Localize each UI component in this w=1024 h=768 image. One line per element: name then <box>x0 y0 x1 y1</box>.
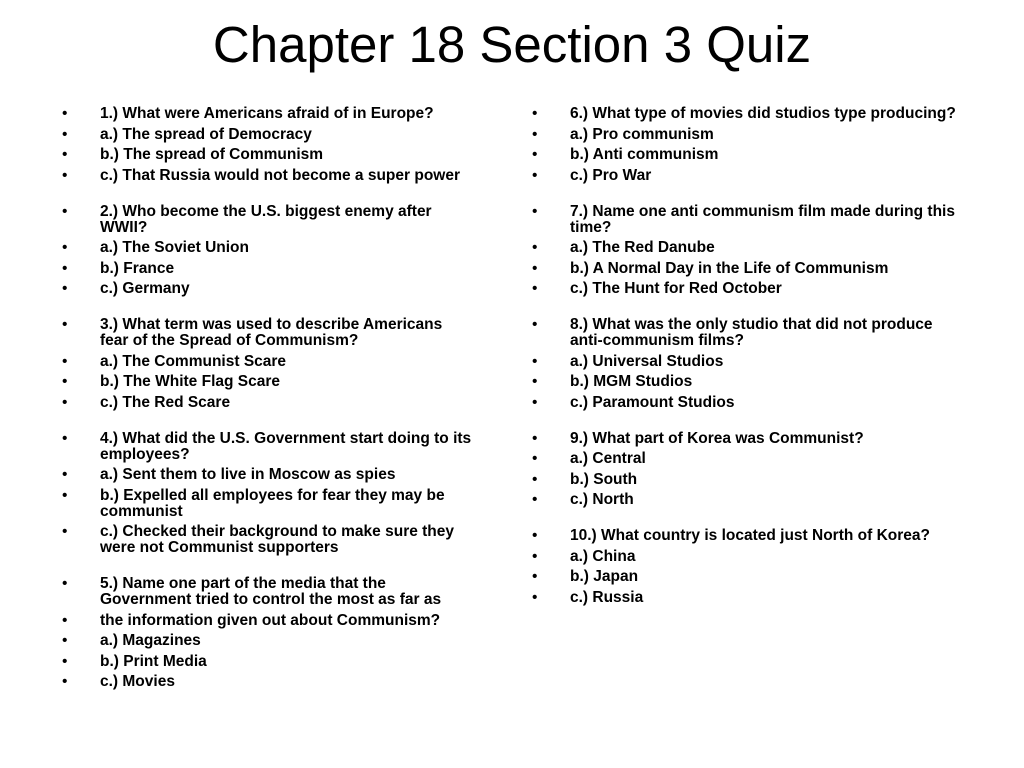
answer-option: • a.) The Red Danube <box>532 240 962 256</box>
answer-option: • c.) Paramount Studios <box>532 395 962 411</box>
answer-option: • c.) That Russia would not become a super power <box>62 168 472 184</box>
answer-option: • c.) Pro War <box>532 168 962 184</box>
question-4: • 4.) What did the U.S. Government start doing to its employees? <box>62 431 472 463</box>
answer-option: • b.) Japan <box>532 569 962 585</box>
question-group-5 <box>62 576 472 690</box>
answer-option: • a.) China <box>532 549 962 565</box>
answer-option: • a.) Central <box>532 451 962 467</box>
answer-option: • b.) A Normal Day in the Life of Communism <box>532 261 962 277</box>
answer-option: • a.) The Soviet Union <box>62 240 472 256</box>
answer-option: • a.) Pro communism <box>532 127 962 143</box>
question-group-9 <box>532 431 962 509</box>
answer-option: • c.) Russia <box>532 590 962 606</box>
answer-option: • c.) North <box>532 492 962 508</box>
answer-option: • b.) South <box>532 472 962 488</box>
right-question-column <box>532 106 962 626</box>
question-7: • 7.) Name one anti communism film made during this time? <box>532 204 962 236</box>
answer-option: • c.) Checked their background to make sure they were not Communist supporters <box>62 524 472 556</box>
question-group-4 <box>62 431 472 557</box>
answer-option: • c.) The Red Scare <box>62 395 472 411</box>
question-group-3 <box>62 317 472 411</box>
question-10: • 10.) What country is located just North of Korea? <box>532 528 962 544</box>
answer-option: • b.) The White Flag Scare <box>62 374 472 390</box>
answer-option: • b.) Print Media <box>62 654 472 670</box>
question-9: • 9.) What part of Korea was Communist? <box>532 431 962 447</box>
question-2: • 2.) Who become the U.S. biggest enemy after WWII? <box>62 204 472 236</box>
question-group-8 <box>532 317 962 411</box>
answer-option: • b.) The spread of Communism <box>62 147 472 163</box>
question-group-7 <box>532 204 962 298</box>
answer-option: • a.) The Communist Scare <box>62 354 472 370</box>
question-group-1 <box>62 106 472 184</box>
question-group-6 <box>532 106 962 184</box>
answer-option: • a.) Sent them to live in Moscow as spies <box>62 467 472 483</box>
question-3: • 3.) What term was used to describe Americans fear of the Spread of Communism? <box>62 317 472 349</box>
answer-option: • b.) Expelled all employees for fear they may be communist <box>62 488 472 520</box>
answer-option: • a.) The spread of Democracy <box>62 127 472 143</box>
question-6: • 6.) What type of movies did studios type producing? <box>532 106 962 122</box>
answer-option: • a.) Universal Studios <box>532 354 962 370</box>
answer-option: • b.) MGM Studios <box>532 374 962 390</box>
question-1: • 1.) What were Americans afraid of in Europe? <box>62 106 472 122</box>
answer-option: • b.) France <box>62 261 472 277</box>
question-group-10 <box>532 528 962 606</box>
question-5-continued: • the information given out about Communism? <box>62 613 472 629</box>
question-5: • 5.) Name one part of the media that the Government tried to control the most as far as <box>62 576 472 608</box>
answer-option: • c.) Germany <box>62 281 472 297</box>
slide-title: Chapter 18 Section 3 Quiz <box>212 16 812 73</box>
left-question-column <box>62 106 472 710</box>
answer-option: • a.) Magazines <box>62 633 472 649</box>
answer-option: • c.) The Hunt for Red October <box>532 281 962 297</box>
answer-option: • c.) Movies <box>62 674 472 690</box>
question-group-2 <box>62 204 472 298</box>
answer-option: • b.) Anti communism <box>532 147 962 163</box>
question-8: • 8.) What was the only studio that did not produce anti-communism films? <box>532 317 962 349</box>
